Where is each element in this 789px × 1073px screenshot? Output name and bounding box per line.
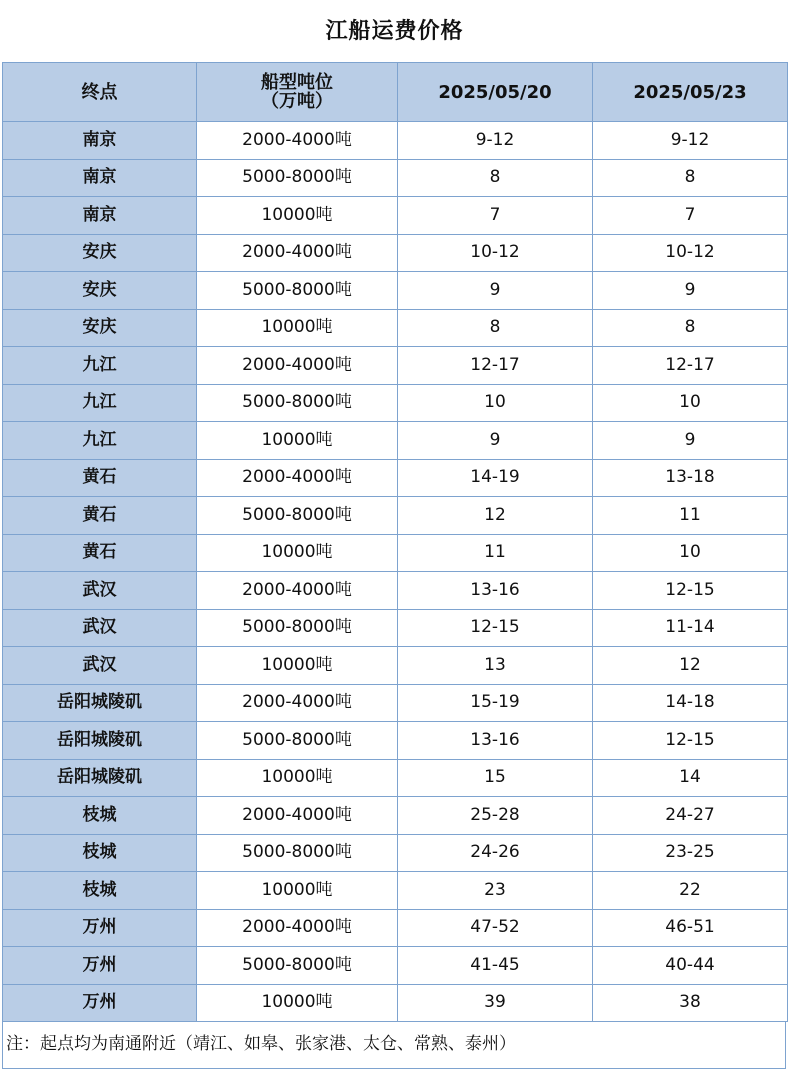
cell-price-date1: 12-15 — [398, 609, 593, 647]
table-row — [3, 722, 788, 760]
cell-destination: 万州 — [3, 909, 197, 947]
cell-tonnage: 2000-4000吨 — [197, 234, 398, 272]
cell-price-date2: 7 — [593, 197, 788, 235]
cell-tonnage: 5000-8000吨 — [197, 834, 398, 872]
cell-price-date2: 10 — [593, 534, 788, 572]
cell-destination: 黄石 — [3, 534, 197, 572]
cell-tonnage: 5000-8000吨 — [197, 384, 398, 422]
cell-destination: 武汉 — [3, 609, 197, 647]
table-row — [3, 422, 788, 460]
cell-destination: 黄石 — [3, 459, 197, 497]
cell-price-date1: 39 — [398, 984, 593, 1022]
cell-destination: 万州 — [3, 947, 197, 985]
cell-destination: 九江 — [3, 384, 197, 422]
table-row — [3, 984, 788, 1022]
header-tonnage — [197, 63, 398, 122]
header-tonnage-line1: 船型吨位 — [261, 72, 333, 93]
table-row — [3, 309, 788, 347]
cell-destination: 岳阳城陵矶 — [3, 722, 197, 760]
cell-price-date1: 23 — [398, 872, 593, 910]
cell-price-date2: 14 — [593, 759, 788, 797]
cell-price-date2: 12-15 — [593, 572, 788, 610]
cell-tonnage: 10000吨 — [197, 534, 398, 572]
cell-destination: 枝城 — [3, 834, 197, 872]
cell-price-date2: 23-25 — [593, 834, 788, 872]
table-row — [3, 347, 788, 385]
cell-price-date2: 40-44 — [593, 947, 788, 985]
cell-destination: 南京 — [3, 197, 197, 235]
header-tonnage-line2: （万吨） — [261, 91, 333, 112]
cell-price-date2: 10-12 — [593, 234, 788, 272]
freight-table — [2, 62, 788, 1022]
cell-tonnage: 5000-8000吨 — [197, 272, 398, 310]
cell-price-date1: 7 — [398, 197, 593, 235]
cell-price-date1: 13-16 — [398, 722, 593, 760]
cell-destination: 安庆 — [3, 272, 197, 310]
cell-tonnage: 10000吨 — [197, 309, 398, 347]
table-row — [3, 234, 788, 272]
cell-destination: 九江 — [3, 347, 197, 385]
table-row — [3, 797, 788, 835]
cell-price-date2: 12-17 — [593, 347, 788, 385]
table-row — [3, 609, 788, 647]
cell-destination: 枝城 — [3, 872, 197, 910]
cell-price-date1: 13-16 — [398, 572, 593, 610]
cell-price-date1: 15 — [398, 759, 593, 797]
cell-price-date2: 9 — [593, 272, 788, 310]
table-row — [3, 272, 788, 310]
table-row — [3, 197, 788, 235]
cell-destination: 武汉 — [3, 647, 197, 685]
cell-price-date2: 9 — [593, 422, 788, 460]
cell-price-date1: 14-19 — [398, 459, 593, 497]
cell-price-date1: 11 — [398, 534, 593, 572]
cell-price-date2: 14-18 — [593, 684, 788, 722]
table-row — [3, 122, 788, 160]
cell-price-date2: 8 — [593, 309, 788, 347]
table-row — [3, 909, 788, 947]
cell-price-date1: 9 — [398, 272, 593, 310]
cell-destination: 岳阳城陵矶 — [3, 759, 197, 797]
cell-price-date2: 22 — [593, 872, 788, 910]
page-title: 江船运费价格 — [325, 19, 464, 44]
cell-price-date2: 38 — [593, 984, 788, 1022]
cell-price-date1: 25-28 — [398, 797, 593, 835]
cell-tonnage: 10000吨 — [197, 872, 398, 910]
cell-tonnage: 2000-4000吨 — [197, 459, 398, 497]
cell-destination: 安庆 — [3, 234, 197, 272]
cell-price-date1: 9 — [398, 422, 593, 460]
cell-price-date1: 9-12 — [398, 122, 593, 160]
cell-destination: 岳阳城陵矶 — [3, 684, 197, 722]
header-date2: 2025/05/23 — [593, 63, 788, 122]
cell-price-date2: 24-27 — [593, 797, 788, 835]
cell-tonnage: 2000-4000吨 — [197, 909, 398, 947]
cell-price-date2: 9-12 — [593, 122, 788, 160]
table-header-row — [3, 63, 788, 122]
cell-tonnage: 5000-8000吨 — [197, 947, 398, 985]
cell-price-date1: 15-19 — [398, 684, 593, 722]
table-row — [3, 684, 788, 722]
table-row — [3, 834, 788, 872]
cell-tonnage: 10000吨 — [197, 647, 398, 685]
cell-price-date1: 41-45 — [398, 947, 593, 985]
cell-tonnage: 5000-8000吨 — [197, 497, 398, 535]
table-body — [3, 122, 788, 1022]
header-destination: 终点 — [3, 63, 197, 122]
cell-destination: 枝城 — [3, 797, 197, 835]
cell-tonnage: 5000-8000吨 — [197, 159, 398, 197]
cell-price-date1: 10 — [398, 384, 593, 422]
cell-price-date1: 12 — [398, 497, 593, 535]
cell-tonnage: 10000吨 — [197, 422, 398, 460]
cell-price-date2: 12 — [593, 647, 788, 685]
cell-price-date2: 11-14 — [593, 609, 788, 647]
footnote: 注：起点均为南通附近（靖江、如皋、张家港、太仓、常熟、泰州） — [6, 1034, 516, 1054]
cell-price-date1: 8 — [398, 309, 593, 347]
table-row — [3, 572, 788, 610]
cell-tonnage: 2000-4000吨 — [197, 572, 398, 610]
cell-price-date2: 10 — [593, 384, 788, 422]
cell-price-date1: 47-52 — [398, 909, 593, 947]
cell-destination: 南京 — [3, 122, 197, 160]
table-row — [3, 159, 788, 197]
cell-price-date2: 8 — [593, 159, 788, 197]
cell-price-date1: 13 — [398, 647, 593, 685]
table-row — [3, 459, 788, 497]
cell-tonnage: 2000-4000吨 — [197, 347, 398, 385]
cell-tonnage: 2000-4000吨 — [197, 684, 398, 722]
cell-destination: 武汉 — [3, 572, 197, 610]
cell-destination: 万州 — [3, 984, 197, 1022]
cell-price-date1: 10-12 — [398, 234, 593, 272]
cell-tonnage: 10000吨 — [197, 984, 398, 1022]
table-row — [3, 947, 788, 985]
table-row — [3, 497, 788, 535]
cell-tonnage: 2000-4000吨 — [197, 122, 398, 160]
cell-price-date2: 12-15 — [593, 722, 788, 760]
table-row — [3, 759, 788, 797]
cell-destination: 九江 — [3, 422, 197, 460]
table-row — [3, 647, 788, 685]
cell-price-date1: 24-26 — [398, 834, 593, 872]
cell-destination: 安庆 — [3, 309, 197, 347]
cell-price-date2: 11 — [593, 497, 788, 535]
cell-price-date2: 46-51 — [593, 909, 788, 947]
header-date1: 2025/05/20 — [398, 63, 593, 122]
cell-tonnage: 10000吨 — [197, 759, 398, 797]
cell-price-date1: 12-17 — [398, 347, 593, 385]
table-row — [3, 872, 788, 910]
table-row — [3, 384, 788, 422]
cell-price-date2: 13-18 — [593, 459, 788, 497]
cell-tonnage: 10000吨 — [197, 197, 398, 235]
table-row — [3, 534, 788, 572]
cell-destination: 黄石 — [3, 497, 197, 535]
cell-destination: 南京 — [3, 159, 197, 197]
cell-price-date1: 8 — [398, 159, 593, 197]
cell-tonnage: 5000-8000吨 — [197, 722, 398, 760]
cell-tonnage: 5000-8000吨 — [197, 609, 398, 647]
cell-tonnage: 2000-4000吨 — [197, 797, 398, 835]
